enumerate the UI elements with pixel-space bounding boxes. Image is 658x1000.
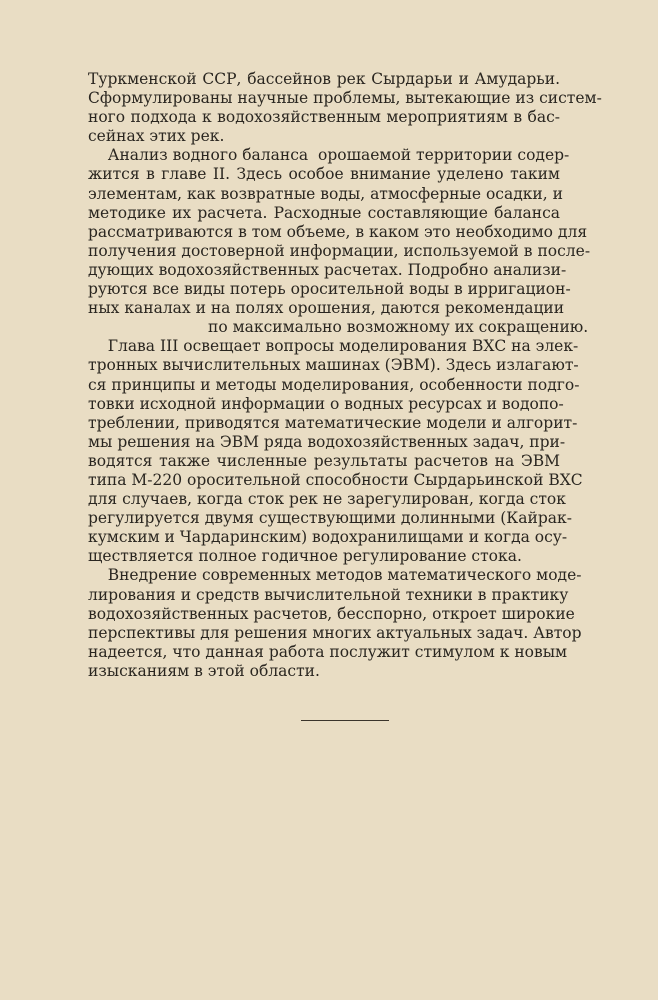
text-line: Сформулированы научные проблемы, вытекающие из систем- xyxy=(88,89,602,108)
text-line: по максимально возможному их сокращению. xyxy=(208,318,589,337)
text-line: типа М-220 оросительной способности Сырдарьинской ВХС xyxy=(88,470,583,489)
paragraph-4 xyxy=(88,566,582,681)
text-line: Анализ водного баланса орошаемой территории содер- xyxy=(88,146,570,165)
text-line: Туркменской ССР, бассейнов рек Сырдарьи и Амударьи. xyxy=(88,70,560,88)
paragraph-2 xyxy=(88,146,591,337)
text-line: надеется, что данная работа послужит стимулом к новым xyxy=(88,642,568,661)
paragraph-3 xyxy=(88,337,583,566)
body-text xyxy=(88,70,602,681)
text-line: изысканиям в этой области. xyxy=(88,661,320,680)
text-line: водохозяйственных расчетов, бесспорно, откроет широкие xyxy=(88,604,575,623)
text-line: ся принципы и методы моделирования, особенности подго- xyxy=(88,375,580,394)
text-line: элементам, как возвратные воды, атмосферные осадки, и xyxy=(88,184,563,203)
text-line: методике их расчета. Расходные составляющие баланса xyxy=(88,203,560,222)
section-divider xyxy=(301,720,389,721)
text-line: Глава III освещает вопросы моделирования ВХС на элек- xyxy=(88,337,579,356)
text-line: рассматриваются в том объеме, в каком это необходимо для xyxy=(88,222,588,241)
text-line: кумским и Чардаринским) водохранилищами и когда осу- xyxy=(88,528,568,547)
text-line: Внедрение современных методов математического моде- xyxy=(88,566,582,585)
text-line: регулируется двумя существующими долинными (Кайрак- xyxy=(88,509,572,528)
paragraph-1 xyxy=(88,70,602,146)
text-line: получения достоверной информации, используемой в после- xyxy=(88,241,591,260)
text-line: мы решения на ЭВМ ряда водохозяйственных задач, при- xyxy=(88,432,566,451)
text-line: товки исходной информации о водных ресурсах и водопо- xyxy=(88,394,564,413)
text-line: водятся также численные результаты расчетов на ЭВМ xyxy=(88,451,560,470)
text-line: ществляется полное годичное регулирование стока. xyxy=(88,547,522,566)
text-line: ных каналах и на полях орошения, даются рекомендации xyxy=(88,299,565,318)
text-line: для случаев, когда сток рек не зарегулирован, когда сток xyxy=(88,490,566,509)
text-line: перспективы для решения многих актуальных задач. Автор xyxy=(88,623,582,642)
text-line: сейнах этих рек. xyxy=(88,127,225,146)
text-line: дующих водохозяйственных расчетах. Подробно анализи- xyxy=(88,260,567,279)
text-line: тронных вычислительных машинах (ЭВМ). Здесь излагают- xyxy=(88,356,579,375)
text-line: треблении, приводятся математические модели и алгорит- xyxy=(88,413,578,432)
text-line: руются все виды потерь оросительной воды в ирригацион- xyxy=(88,280,571,299)
text-line: лирования и средств вычислительной техники в практику xyxy=(88,585,569,604)
text-line: ного подхода к водохозяйственным мероприятиям в бас- xyxy=(88,108,560,127)
text-line: жится в главе II. Здесь особое внимание уделено таким xyxy=(88,165,560,184)
